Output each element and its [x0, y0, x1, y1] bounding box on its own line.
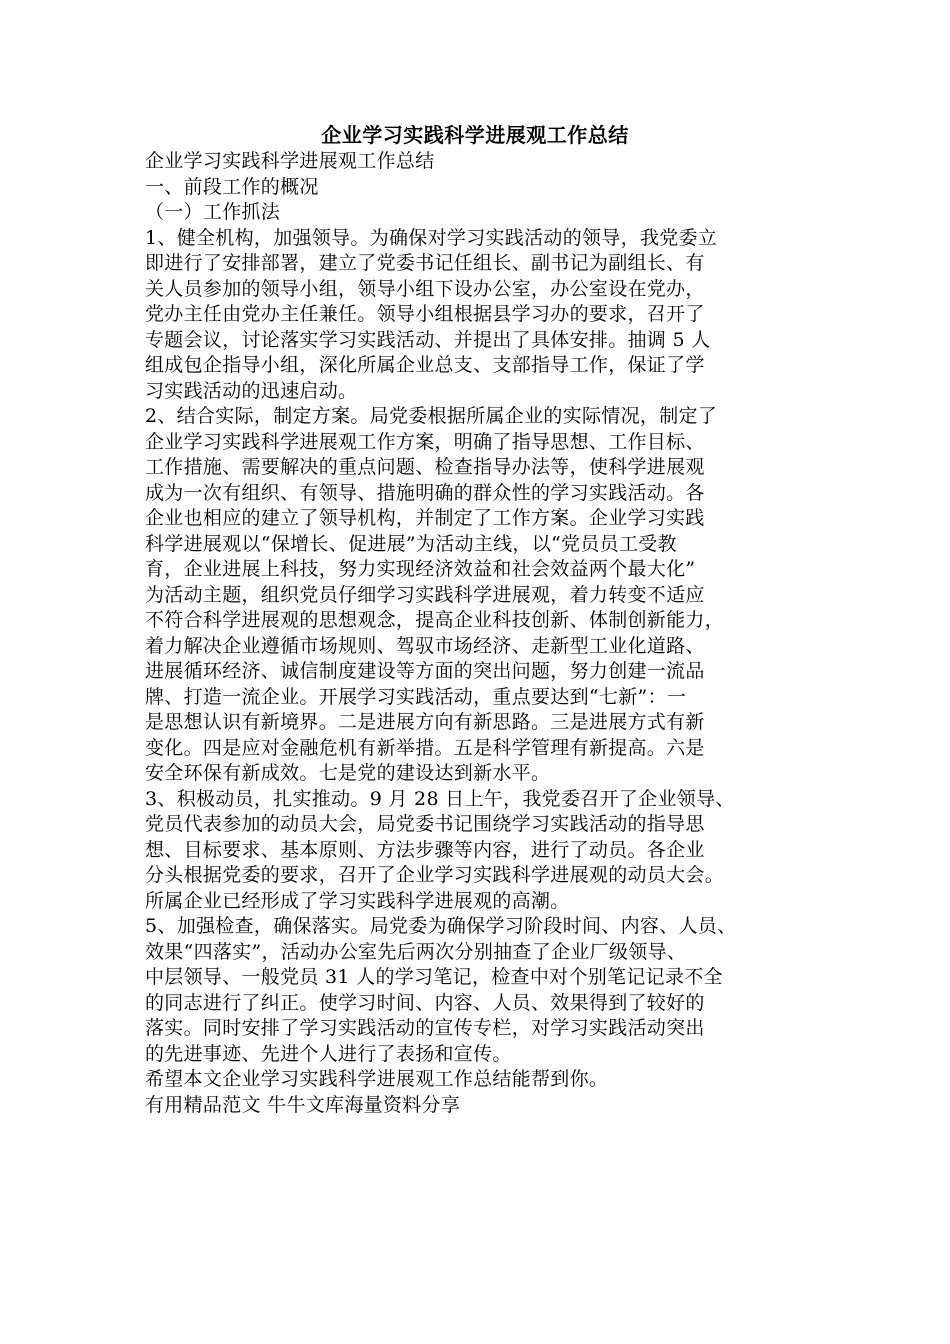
- text-line: 希望本文企业学习实践科学进展观工作总结能帮到你。: [145, 1068, 609, 1090]
- text-line: 的同志进行了纠正。使学习时间、内容、人员、效果得到了较好的: [145, 991, 705, 1014]
- text-line: 着力解决企业遵循市场规则、驾驭市场经济、走新型工业化道路、: [145, 634, 705, 657]
- text-line: 进展循环经济、诚信制度建设等方面的突出问题，努力创建一流品: [145, 660, 705, 682]
- text-line: 所属企业已经形成了学习实践科学进展观的高潮。: [145, 889, 570, 912]
- text-line: 育，企业进展上科技，努力实现经济效益和社会效益两个最大化”: [145, 558, 696, 580]
- text-line: 一、前段工作的概况: [145, 175, 319, 198]
- text-line: 党办主任由党办主任兼任。领导小组根据县学习办的要求，召开了: [145, 303, 705, 325]
- text-line: 习实践活动的迅速启动。: [145, 379, 358, 402]
- text-line: 分头根据党委的要求，召开了企业学习实践科学进展观的动员大会。: [145, 864, 725, 886]
- text-line: 安全环保有新成效。七是党的建设达到新水平。: [145, 762, 551, 784]
- text-line: 3、积极动员，扎实推动。9 月 28 日上午，我党委召开了企业领导、: [145, 787, 735, 810]
- text-line: 即进行了安排部署，建立了党委书记任组长、副书记为副组长、有: [145, 252, 705, 274]
- text-line: 党员代表参加的动员大会，局党委书记围绕学习实践活动的指导思: [145, 813, 705, 835]
- text-line: 科学进展观以“保增长、促进展”为活动主线，以“党员员工受教: [145, 532, 677, 555]
- text-line: 组成包企指导小组，深化所属企业总支、支部指导工作，保证了学: [145, 354, 705, 376]
- document-body: [145, 149, 835, 1118]
- text-line: 专题会议，讨论落实学习实践活动、并提出了具体安排。抽调 5 人: [145, 328, 711, 351]
- text-line: 工作措施、需要解决的重点问题、检查指导办法等，使科学进展观: [145, 456, 705, 478]
- text-line: 落实。同时安排了学习实践活动的宣传专栏，对学习实践活动突出: [145, 1017, 705, 1039]
- text-line: 为活动主题，组织党员仔细学习实践科学进展观，着力转变不适应: [145, 583, 705, 606]
- text-line: 中层领导、一般党员 31 人的学习笔记，检查中对个别笔记记录不全: [145, 966, 723, 988]
- text-line: 企业学习实践科学进展观工作方案，明确了指导思想、工作目标、: [145, 430, 705, 453]
- text-line: 企业也相应的建立了领导机构，并制定了工作方案。企业学习实践: [145, 507, 705, 529]
- text-line: 是思想认识有新境界。二是进展方向有新思路。三是进展方式有新: [145, 711, 705, 733]
- text-line: 效果“四落实”，活动办公室先后两次分别抽查了企业厂级领导、: [145, 940, 687, 963]
- text-line: 有用精品范文 牛牛文库海量资料分享: [145, 1093, 461, 1116]
- text-line: 1、健全机构，加强领导。为确保对学习实践活动的领导，我党委立: [145, 226, 718, 249]
- text-line: 牌、打造一流企业。开展学习实践活动，重点要达到“七新”：一: [145, 685, 687, 708]
- text-line: 不符合科学进展观的思想观念，提高企业科技创新、体制创新能力，: [145, 609, 725, 631]
- text-line: 变化。四是应对金融危机有新举措。五是科学管理有新提高。六是: [145, 736, 705, 759]
- text-line: 成为一次有组织、有领导、措施明确的群众性的学习实践活动。各: [145, 481, 705, 504]
- text-line: 5、加强检查，确保落实。局党委为确保学习阶段时间、内容、人员、: [145, 915, 737, 937]
- text-line: 2、结合实际，制定方案。局党委根据所属企业的实际情况，制定了: [145, 405, 718, 427]
- text-line: 的先进事迹、先进个人进行了表扬和宣传。: [145, 1042, 512, 1065]
- text-line: 关人员参加的领导小组，领导小组下设办公室，办公室设在党办，: [145, 277, 705, 300]
- text-line: 企业学习实践科学进展观工作总结: [145, 150, 435, 172]
- text-line: 想、目标要求、基本原则、方法步骤等内容，进行了动员。各企业: [145, 838, 705, 861]
- document-title: 企业学习实践科学进展观工作总结: [321, 123, 629, 147]
- text-line: （一）工作抓法: [145, 201, 281, 223]
